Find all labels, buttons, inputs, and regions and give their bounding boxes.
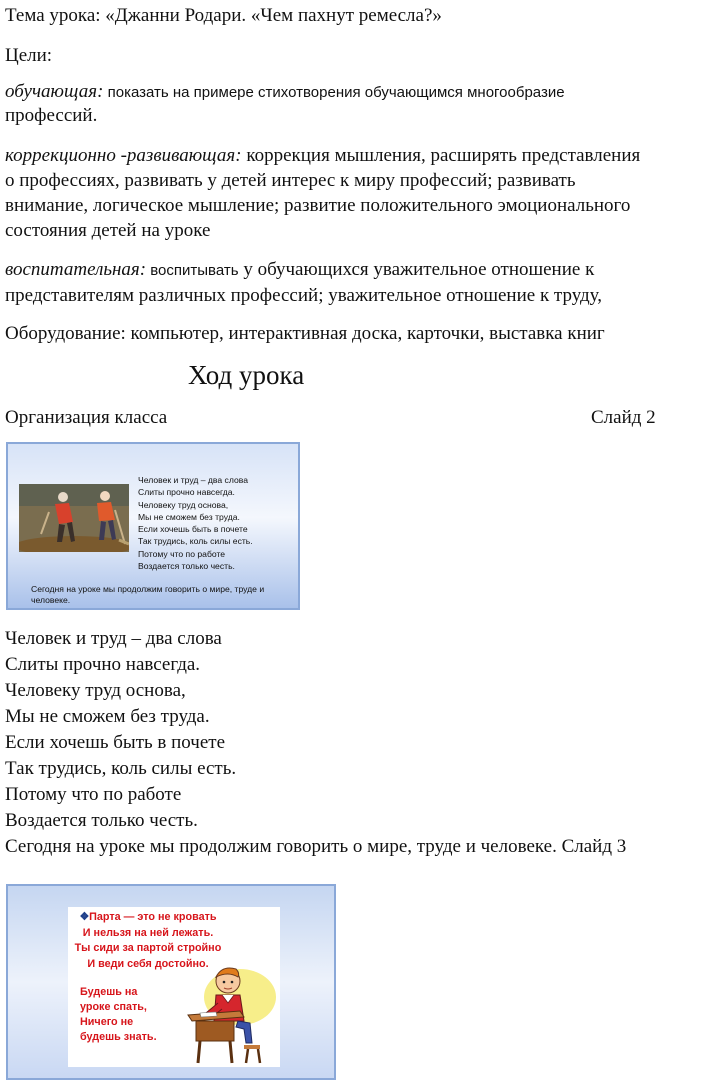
equipment: Оборудование: компьютер, интерактивная доска, карточки, выставка книг [5, 323, 605, 344]
goal-upbringing-label: воспитательная: [5, 259, 147, 280]
goal-correction [5, 143, 640, 169]
poem-line: Потому что по работе [5, 784, 182, 805]
goal-correction-line: состояния детей на уроке [5, 220, 211, 241]
goal-teaching-text: показать на примере стихотворения обучающимся многообразие [103, 84, 565, 101]
slide-3-rhyme-line: И нельзя на ней лежать. [82, 926, 214, 939]
slide-3-warning-line: Будешь на [80, 986, 138, 998]
slide-3-warning-line: Ничего не [80, 1016, 134, 1028]
slide-3-thumbnail [6, 884, 336, 1080]
poem-line-slide-3: Сегодня на уроке мы продолжим говорить о мире, труде и человеке. Слайд 3 [5, 836, 627, 857]
poem-line: Так трудись, коль силы есть. [5, 758, 237, 779]
slide-2-thumbnail [6, 442, 300, 610]
slide-2-poem-line: Слиты прочно навсегда. [138, 487, 235, 498]
poem-line: Воздается только честь. [5, 810, 198, 831]
people-working-photo [19, 484, 129, 552]
goal-upbringing-text: у обучающихся уважительное отношение к [238, 259, 595, 280]
slide-2-poem-line: Воздается только честь. [138, 561, 235, 572]
goal-correction-text: коррекция мышления, расширять представления [241, 145, 641, 166]
slide-2-poem [138, 474, 253, 572]
poem-line: Человеку труд основа, [5, 680, 186, 701]
slide-2-poem-line: Мы не сможем без труда. [138, 511, 240, 522]
slide-2-footer: Сегодня на уроке мы продолжим говорить о мире, труде и человеке. [31, 584, 265, 605]
bullet-star-icon: ❖ [79, 911, 90, 923]
slide-3-warning [80, 985, 157, 1045]
schoolboy-at-desk-illustration [182, 959, 276, 1070]
slide-3-card [68, 907, 280, 1067]
slide-2-poem-line: Человеку труд основа, [138, 499, 229, 510]
slide-3-rhyme-line: Ты сиди за партой стройно [74, 942, 222, 955]
poem-line: Слиты прочно навсегда. [5, 654, 201, 675]
goal-teaching-cont: профессий. [5, 105, 98, 126]
slide-3-rhyme-text: Парта — это не кровать [89, 911, 217, 923]
slide-2-poem-line: Так трудись, коль силы есть. [138, 536, 253, 547]
poem-line: Если хочешь быть в почете [5, 732, 226, 753]
poem-line: Человек и труд – два слова [5, 628, 222, 649]
goal-upbringing-verb: воспитывать [146, 262, 239, 279]
goal-correction-line: внимание, логическое мышление; развитие положительного эмоционального [5, 195, 631, 216]
slide-3-rhyme-line [68, 910, 228, 926]
goals-label: Цели: [5, 45, 53, 66]
slide-2-poem-line: Человек и труд – два слова [138, 475, 248, 485]
goal-upbringing [5, 257, 594, 284]
goal-upbringing-cont: представителям различных профессий; уважительное отношение к труду, [5, 285, 603, 306]
slide-3-rhyme-line: И веди себя достойно. [87, 957, 209, 970]
goal-correction-line: о профессиях, развивать у детей интерес к миру профессий; развивать [5, 170, 576, 191]
slide-3-warning-line: уроке спать, [80, 1001, 147, 1013]
poem-line: Мы не сможем без труда. [5, 706, 210, 727]
lesson-progress-heading: Ход урока [188, 360, 305, 390]
class-organization-label: Организация класса [5, 407, 168, 428]
goal-teaching [5, 79, 565, 106]
slide-2-poem-line: Потому что по работе [138, 548, 226, 559]
slide-2-poem-line: Если хочешь быть в почете [138, 524, 248, 535]
goal-teaching-label: обучающая: [5, 81, 104, 102]
lesson-topic: Тема урока: «Джанни Родари. «Чем пахнут ремесла?» [5, 5, 442, 26]
goal-correction-label: коррекционно -развивающая: [5, 145, 242, 166]
slide-3-warning-line: будешь знать. [80, 1031, 157, 1043]
slide-number: Слайд 2 [591, 407, 656, 428]
